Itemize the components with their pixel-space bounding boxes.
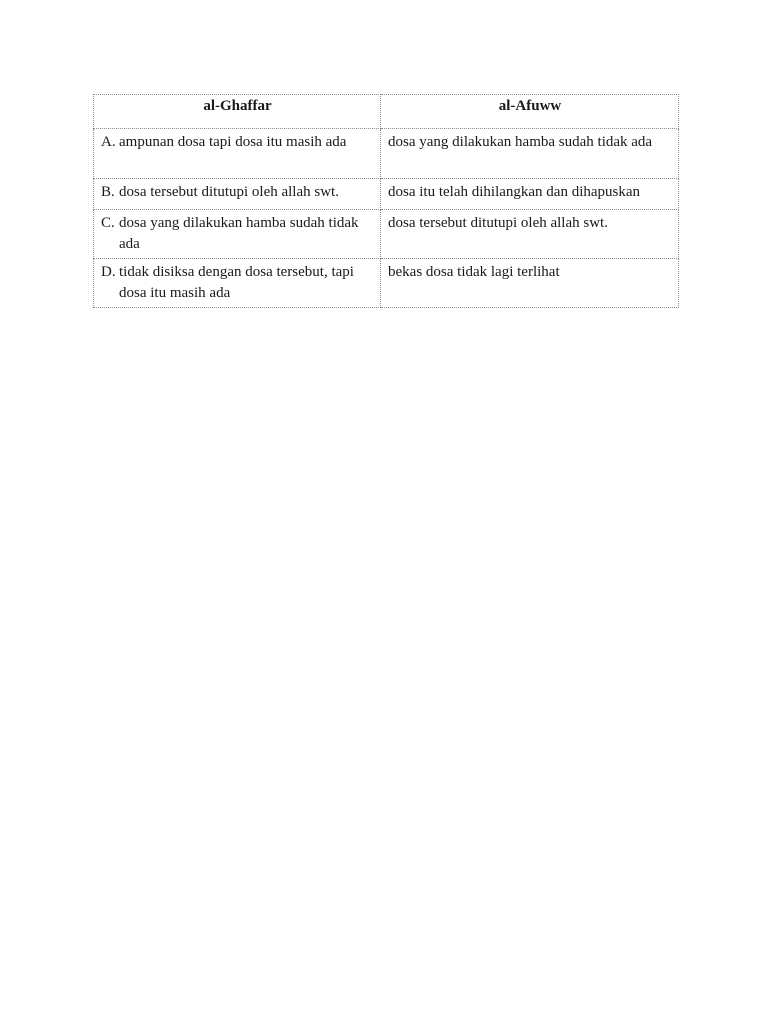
table-row: [94, 210, 679, 259]
option-d-text: [101, 262, 374, 304]
table-row: [94, 179, 679, 210]
option-text: dosa tersebut ditutupi oleh allah swt.: [119, 184, 339, 200]
option-letter: A.: [101, 134, 116, 150]
option-a-right-cell: dosa yang dilakukan hamba sudah tidak ada: [381, 129, 679, 179]
option-a-left-cell: [94, 129, 381, 179]
header-row: [94, 95, 679, 129]
header-al-ghaffar: al-Ghaffar: [94, 95, 381, 129]
option-letter: B.: [101, 184, 115, 200]
table-row: [94, 259, 679, 308]
option-b-right-cell: dosa itu telah dihilangkan dan dihapuskan: [381, 179, 679, 210]
table-row: [94, 129, 679, 179]
option-b-text: [101, 182, 374, 203]
option-c-text: [101, 213, 374, 255]
option-text: dosa yang dilakukan hamba sudah tidak ada: [119, 215, 359, 252]
comparison-table: [93, 94, 679, 308]
option-c-left-cell: [94, 210, 381, 259]
option-d-right-cell: bekas dosa tidak lagi terlihat: [381, 259, 679, 308]
option-letter: D.: [101, 264, 116, 280]
option-text: tidak disiksa dengan dosa tersebut, tapi dosa itu masih ada: [119, 264, 354, 301]
option-letter: C.: [101, 215, 115, 231]
option-d-left-cell: [94, 259, 381, 308]
option-c-right-cell: dosa tersebut ditutupi oleh allah swt.: [381, 210, 679, 259]
option-a-text: [101, 132, 374, 153]
option-text: ampunan dosa tapi dosa itu masih ada: [119, 134, 347, 150]
option-b-left-cell: [94, 179, 381, 210]
header-al-afuww: al-Afuww: [381, 95, 679, 129]
